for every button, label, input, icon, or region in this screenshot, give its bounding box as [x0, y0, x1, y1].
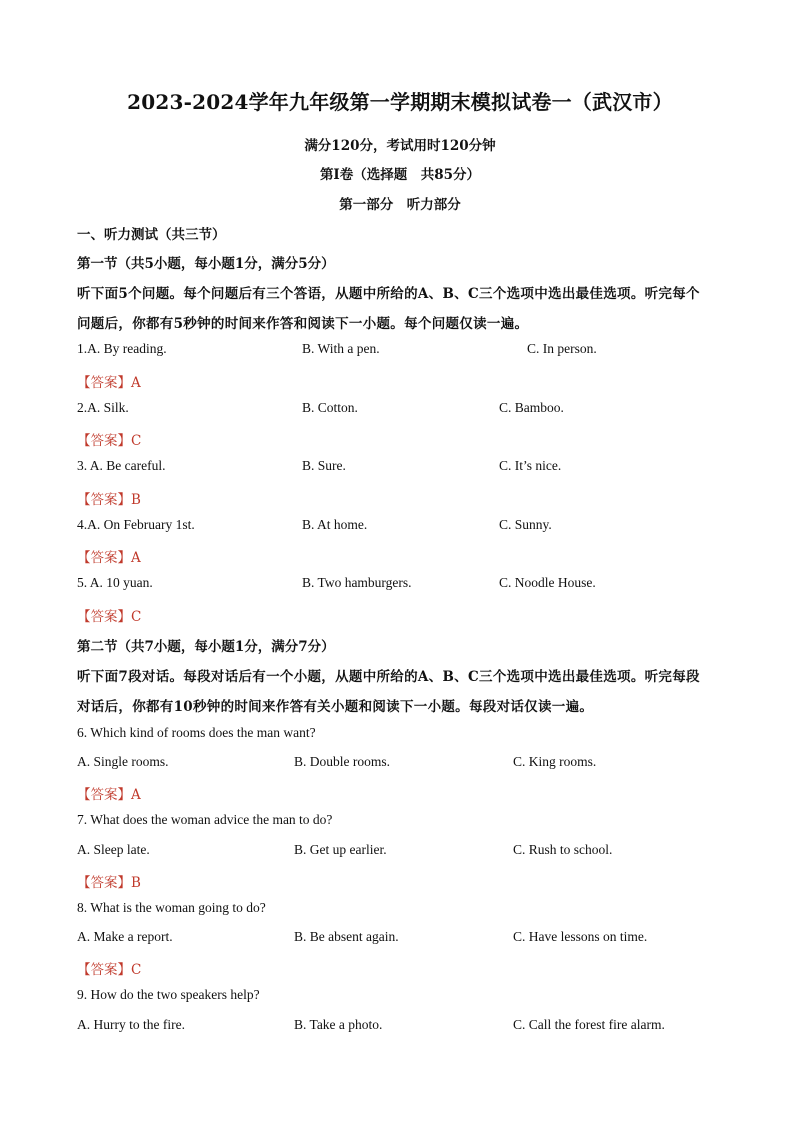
- option-a: 1.A. By reading.: [77, 341, 167, 356]
- answer-label: 【答案】C: [77, 962, 142, 978]
- volume-heading: 第Ⅰ卷（选择题 共85分）: [319, 167, 481, 183]
- answer-label: 【答案】C: [77, 433, 142, 449]
- answer-label: 【答案】A: [77, 787, 141, 803]
- question-row: [0, 400, 800, 420]
- option-b: B. Get up earlier.: [294, 842, 387, 857]
- section2-heading: 第二节（共7小题，每小题1分，满分7分）: [77, 639, 335, 655]
- option-a: A. Single rooms.: [77, 754, 169, 769]
- option-b: B. With a pen.: [302, 341, 380, 356]
- answer-label: 【答案】A: [77, 550, 141, 566]
- option-c: C. Rush to school.: [513, 842, 613, 857]
- option-c: C. It’s nice.: [499, 458, 562, 473]
- exam-subtitle: 满分120分，考试用时120分钟: [304, 138, 496, 154]
- option-c: C. Noodle House.: [499, 575, 596, 590]
- option-b: B. Two hamburgers.: [302, 575, 412, 590]
- question-text: 7. What does the woman advice the man to do?: [77, 812, 333, 827]
- section1-instructions-line1: 听下面5个问题。每个问题后有三个答语，从题中所给的A、B、C三个选项中选出最佳选项。听完每个: [77, 286, 700, 302]
- question-row: [0, 1017, 800, 1037]
- option-a: A. Sleep late.: [77, 842, 150, 857]
- option-c: C. Bamboo.: [499, 400, 564, 415]
- question-row: [0, 517, 800, 537]
- question-row: [0, 929, 800, 949]
- option-b: B. Sure.: [302, 458, 346, 473]
- section1-heading: 第一节（共5小题，每小题1分，满分5分）: [77, 256, 335, 272]
- option-b: B. At home.: [302, 517, 368, 532]
- question-row: [0, 754, 800, 774]
- option-a: 4.A. On February 1st.: [77, 517, 195, 532]
- option-a: A. Make a report.: [77, 929, 173, 944]
- option-b: B. Take a photo.: [294, 1017, 383, 1032]
- question-text: 9. How do the two speakers help?: [77, 987, 260, 1002]
- option-c: C. In person.: [527, 341, 597, 356]
- section2-instructions-line1: 听下面7段对话。每段对话后有一个小题，从题中所给的A、B、C三个选项中选出最佳选项。听完每段: [77, 669, 700, 685]
- section1-instructions-line2: 问题后，你都有5秒钟的时间来作答和阅读下一小题。每个问题仅读一遍。: [77, 316, 529, 332]
- question-row: [0, 458, 800, 478]
- section-heading: 一、听力测试（共三节）: [77, 227, 226, 243]
- part-heading: 第一部分 听力部分: [339, 197, 461, 213]
- option-a: 5. A. 10 yuan.: [77, 575, 153, 590]
- option-c: C. Have lessons on time.: [513, 929, 648, 944]
- section2-instructions-line2: 对话后，你都有10秒钟的时间来作答有关小题和阅读下一小题。每段对话仅读一遍。: [77, 699, 594, 715]
- option-c: C. Call the forest fire alarm.: [513, 1017, 665, 1032]
- question-row: [0, 341, 800, 361]
- exam-title: 2023-2024学年九年级第一学期期末模拟试卷一（武汉市）: [127, 90, 673, 114]
- question-text: 8. What is the woman going to do?: [77, 900, 266, 915]
- option-b: B. Be absent again.: [294, 929, 399, 944]
- option-c: C. King rooms.: [513, 754, 597, 769]
- option-a: 3. A. Be careful.: [77, 458, 166, 473]
- answer-label: 【答案】B: [77, 492, 141, 508]
- option-b: B. Double rooms.: [294, 754, 390, 769]
- question-text: 6. Which kind of rooms does the man want?: [77, 725, 316, 740]
- option-a: A. Hurry to the fire.: [77, 1017, 185, 1032]
- option-c: C. Sunny.: [499, 517, 552, 532]
- question-row: [0, 575, 800, 595]
- question-row: [0, 842, 800, 862]
- answer-label: 【答案】A: [77, 375, 141, 391]
- option-b: B. Cotton.: [302, 400, 358, 415]
- answer-label: 【答案】C: [77, 609, 142, 625]
- answer-label: 【答案】B: [77, 875, 141, 891]
- option-a: 2.A. Silk.: [77, 400, 129, 415]
